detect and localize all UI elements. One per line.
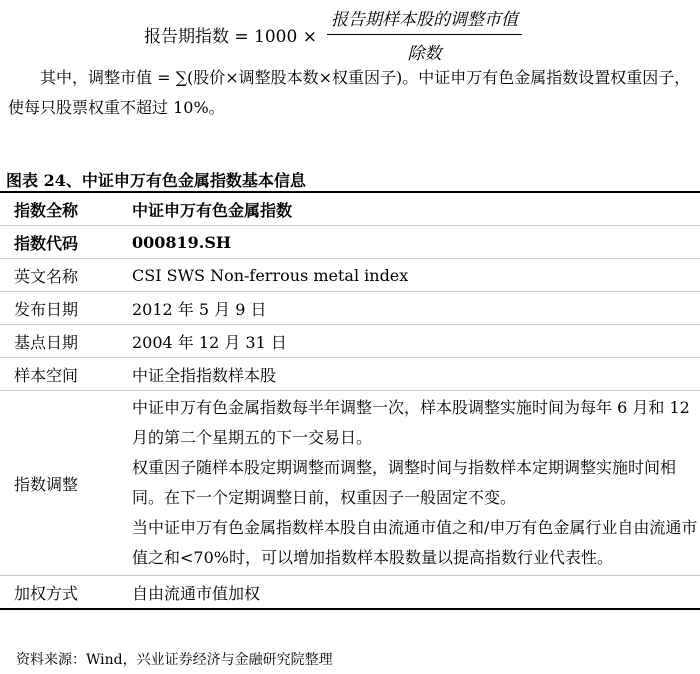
row-label-adjustment: 指数调整 [0, 391, 122, 576]
row-label-full-name: 指数全称 [0, 192, 122, 226]
formula-denominator: 除数 [407, 43, 442, 64]
table-row [0, 192, 700, 226]
adjustment-paragraph: 权重因子随样本股定期调整而调整，调整时间与指数样本定期调整实施时间相同。在下一个定期调整日前，权重因子一般固定不变。 [132, 458, 677, 507]
formula-explanation: 其中，调整市值 = ∑(股价×调整股本数×权重因子)。中证申万有色金属指数设置权重因子，使每只股票权重不超过 10%。 [8, 68, 691, 117]
adjustment-paragraph: 中证申万有色金属指数每半年调整一次，样本股调整实施时间为每年 6 月和 12 月的第二个星期五的下一交易日。 [132, 398, 690, 447]
row-value-full-name: 中证申万有色金属指数 [122, 192, 700, 226]
row-label-base-date: 基点日期 [0, 325, 122, 358]
figure-title: 图表 24、中证申万有色金属指数基本信息 [6, 171, 306, 190]
adjustment-paragraph: 当中证申万有色金属指数样本股自由流通市值之和/申万有色金属行业自由流通市值之和<70%时，可以增加指数样本股数量以提高指数行业代表性。 [132, 518, 698, 567]
row-label-weighting: 加权方式 [0, 576, 122, 610]
table-row [0, 358, 700, 391]
index-info-table [0, 191, 700, 610]
table-row [0, 325, 700, 358]
formula-fraction [327, 5, 522, 64]
formula-numerator: 报告期样本股的调整市值 [327, 5, 522, 35]
row-value-weighting: 自由流通市值加权 [122, 576, 700, 610]
row-label-release-date: 发布日期 [0, 292, 122, 325]
source-note: 资料来源：Wind，兴业证券经济与金融研究院整理 [16, 652, 333, 668]
formula-lhs: 报告期指数 = 1000 × [144, 26, 317, 47]
row-label-english-name: 英文名称 [0, 259, 122, 292]
row-value-code: 000819.SH [122, 226, 700, 259]
table-row [0, 391, 700, 576]
table-row [0, 292, 700, 325]
row-value-english-name: CSI SWS Non-ferrous metal index [122, 259, 700, 292]
table-row [0, 259, 700, 292]
row-value-adjustment [122, 391, 700, 576]
row-value-base-date: 2004 年 12 月 31 日 [122, 325, 700, 358]
row-label-code: 指数代码 [0, 226, 122, 259]
row-label-sample-space: 样本空间 [0, 358, 122, 391]
row-value-sample-space: 中证全指指数样本股 [122, 358, 700, 391]
table-row [0, 576, 700, 610]
table-row [0, 226, 700, 259]
index-formula [144, 4, 522, 64]
row-value-release-date: 2012 年 5 月 9 日 [122, 292, 700, 325]
